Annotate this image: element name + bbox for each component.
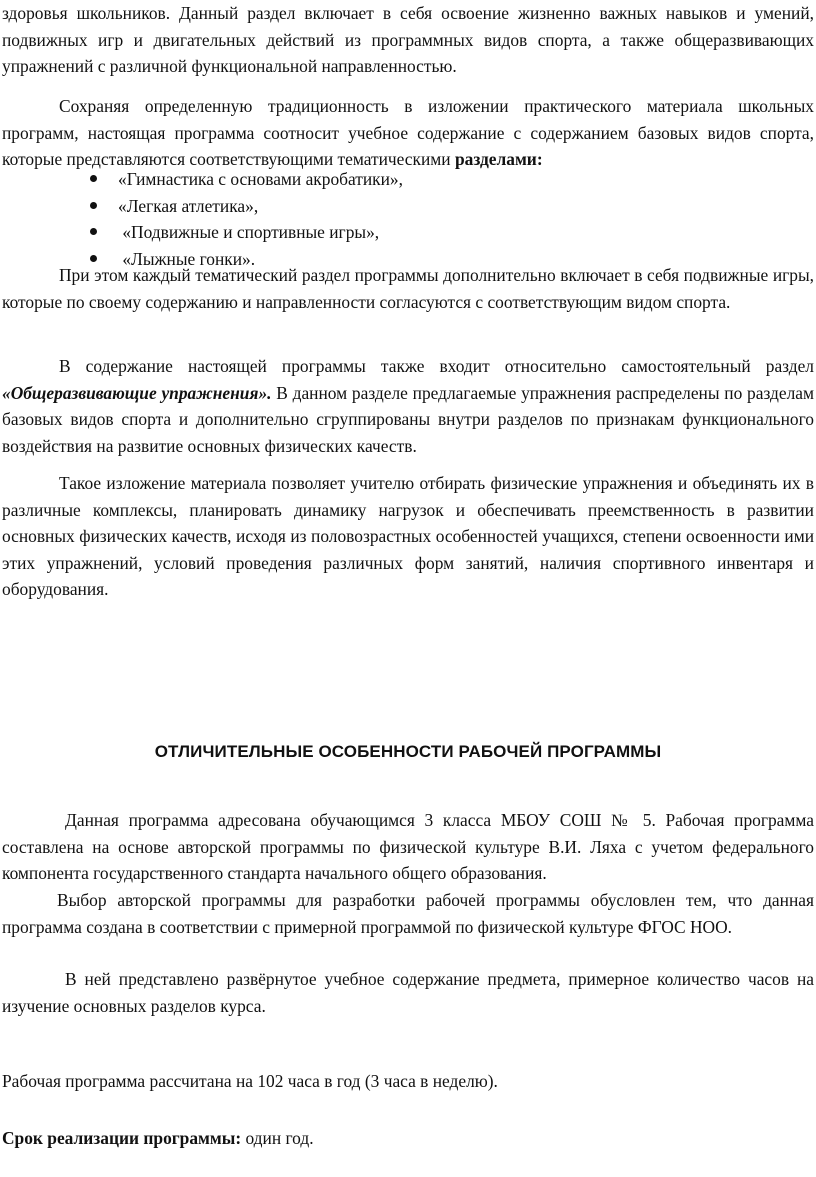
list-item: «Гимнастика с основами акробатики», [0,166,814,193]
features-paragraph-1: Данная программа адресована обучающимся 3 класса МБОУ СОШ № 5. Рабочая программа составлена на основе авторской программы по физической культуре В.И. Ляха с учетом федерального компонента государственного стандарта начального общего образования. [2,810,814,883]
features-paragraph-3: В ней представлено развёрнутое учебное содержание предмета, примерное количество часов на изучение основных разделов курса. [2,969,814,1016]
term-label: Срок реализации программы: [2,1128,242,1148]
bullet-icon [90,175,97,182]
list-item: «Подвижные и спортивные игры», [0,219,814,246]
games-paragraph: При этом каждый тематический раздел программы дополнительно включает в себя подвижные игры, которые по своему содержанию и направленности согласуются с соответствующим видом спорта. [2,265,814,312]
exercises-section-title: «Общеразвивающие упражнения». [2,382,272,403]
term-line [2,1125,814,1152]
term-value: один год. [241,1128,314,1148]
sections-list [0,166,814,272]
hours-line: Рабочая программа рассчитана на 102 часа в год (3 часа в неделю). [2,1071,498,1091]
features-paragraph-2: Выбор авторской программы для разработки рабочей программы обусловлен тем, что данная программа создана в соответствии с примерной программой по физической культуре ФГОС НОО. [2,890,814,937]
sections-paragraph [2,93,814,173]
sections-text: Сохраняя определенную традиционность в изложении практического материала школьных программ, настоящая программа соотносит учебное содержание с содержанием базовых видов спорта, которые представляются соответствующими тематическими [2,96,814,169]
list-item: «Легкая атлетика», [0,193,814,220]
bullet-icon [90,202,97,209]
sections-bold-word: разделами: [454,149,543,169]
exercises-paragraph: В содержание настоящей программы также входит относительно самостоятельный раздел «Общеразвивающие упражнения». В данном разделе предлагаемые упражнения распределены по разделам базовых видов спорта и дополнительно сгруппированы внутри разделов по признакам функционального воздействия на развитие основных физических качеств. [2,356,814,456]
top-paragraph: здоровья школьников. Данный раздел включает в себя освоение жизненно важных навыков и умений, подвижных игр и двигательных действий из программных видов спорта, а также общеразвивающих упражнений с различной функциональной направленностью. [2,3,814,76]
material-paragraph: Такое изложение материала позволяет учителю отбирать физические упражнения и объединять их в различные комплексы, планировать динамику нагрузок и обеспечивать преемственность в развитии основных физических качеств, исходя из половозрастных особенностей учащихся, степени освоенности ими этих упражнений, условий проведения различных форм занятий, наличия спортивного инвентаря и оборудования. [2,473,814,599]
list-item: «Лыжные гонки». [0,246,814,273]
bullet-icon [90,255,97,262]
section-heading: ОТЛИЧИТЕЛЬНЫЕ ОСОБЕННОСТИ РАБОЧЕЙ ПРОГРАММЫ [154,742,662,761]
bullet-icon [90,228,97,235]
